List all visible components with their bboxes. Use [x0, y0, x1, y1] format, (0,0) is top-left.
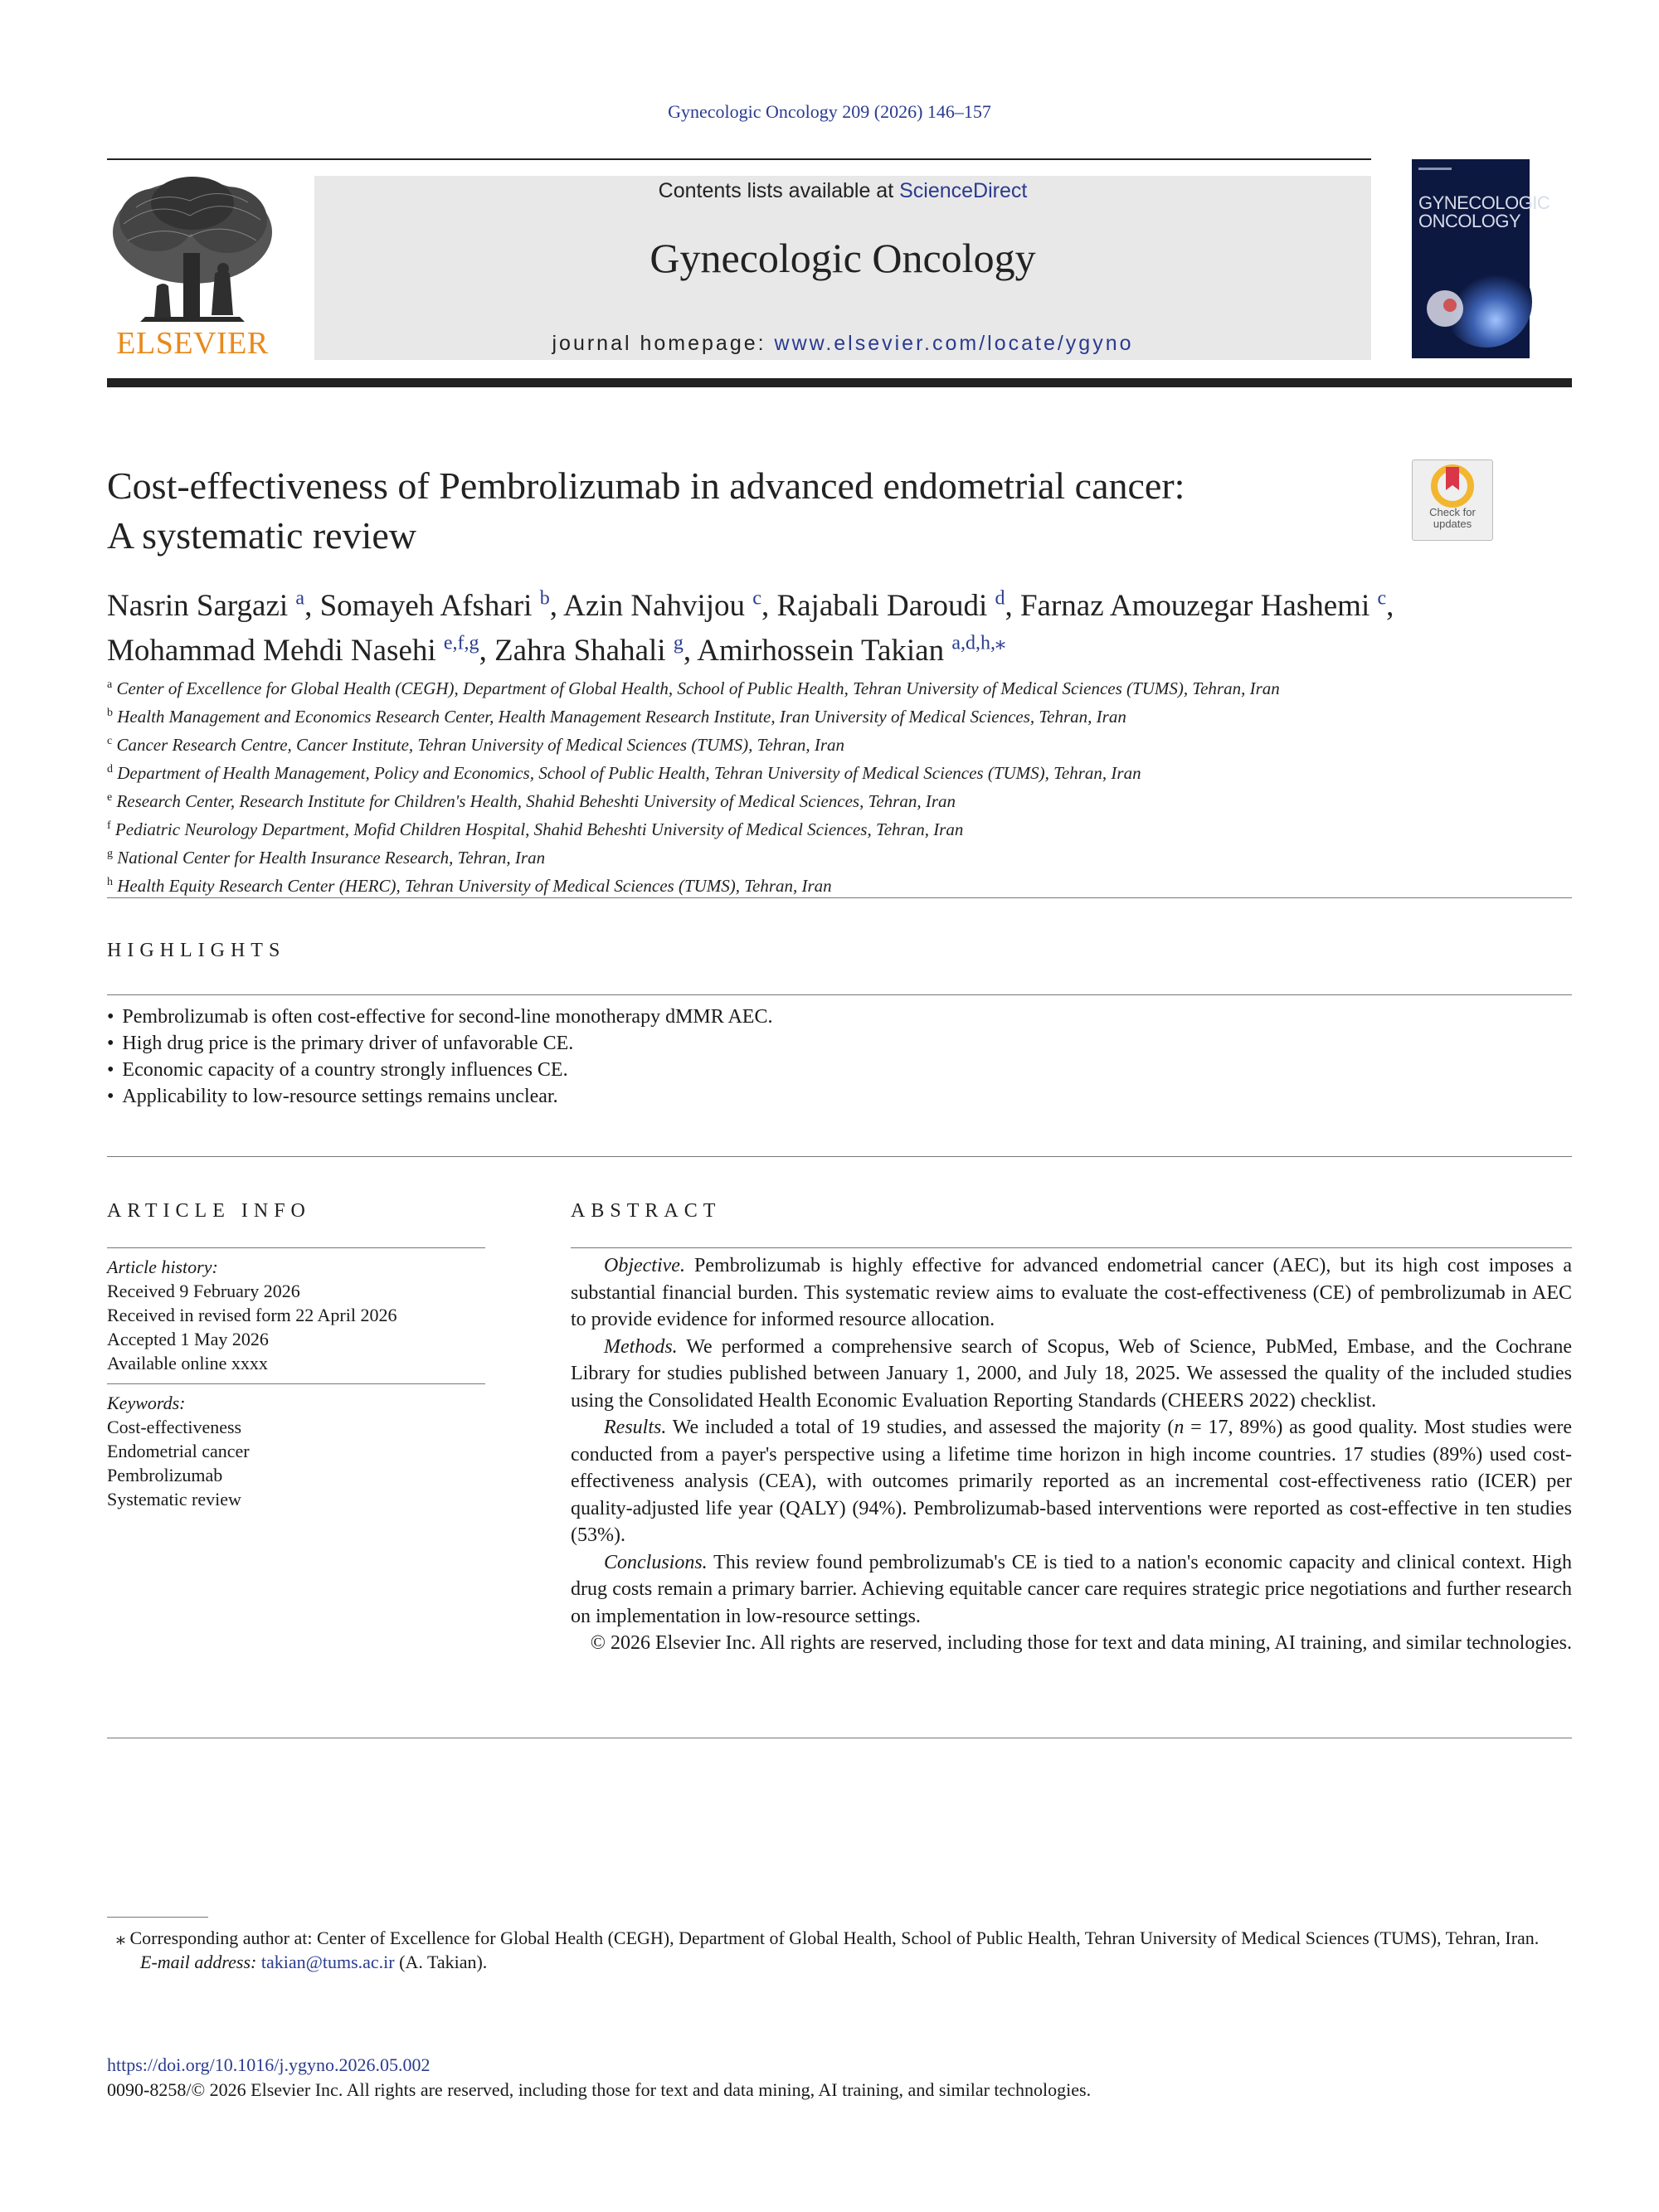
- author: Farnaz Amouzegar Hashemi $^c$,: [1019, 588, 1394, 624]
- homepage-line: [314, 332, 1371, 356]
- history-item: Received in revised form 22 April 2026: [107, 1305, 397, 1325]
- author: Somayeh Afshari $^b$,: [319, 588, 564, 624]
- authors-line-2: [107, 625, 1572, 668]
- journal-cover-image[interactable]: [1412, 159, 1550, 358]
- divider: [107, 994, 1572, 995]
- author-list: [107, 581, 1572, 669]
- highlight-item: • Pembrolizumab is often cost-effective for second-line monotherapy dMMR AEC.: [107, 1004, 1572, 1030]
- affiliation: $^b$ Health Management and Economics Research Center, Health Management Research Institute, Iran University of Medical Sciences, Tehran, Iran: [107, 707, 1126, 727]
- divider: [571, 1247, 1572, 1248]
- corresponding-author: ⁎ Corresponding author at: Center of Excellence for Global Health (CEGH), Department of Global Health, School of Public Health, Tehran University of Medical Sciences (TUMS), Tehran, Iran.: [116, 1928, 1540, 1948]
- highlight-item: • Economic capacity of a country strongly influences CE.: [107, 1057, 1572, 1083]
- affiliation: $^g$ National Center for Health Insurance Research, Tehran, Iran: [107, 848, 546, 868]
- authors-line-1: [107, 581, 1572, 625]
- publisher-wordmark: ELSEVIER: [116, 326, 269, 361]
- sciencedirect-link[interactable]: ScienceDirect: [899, 179, 1028, 202]
- affiliation: $^d$ Department of Health Management, Policy and Economics, School of Public Health, Tehran University of Medical Sciences (TUMS), Tehran, Iran: [107, 763, 1141, 783]
- doi-block: [107, 2053, 1572, 2103]
- article-title: Cost-effectiveness of Pembrolizumab in advanced endometrial cancer: A systematic review: [107, 464, 1185, 557]
- history-item: Received 9 February 2026: [107, 1281, 300, 1301]
- check-for-updates-button[interactable]: [1412, 459, 1493, 541]
- abstract-results: Results. We included a total of 19 studies, and assessed the majority (n = 17, 89%) as good quality. Most studies were conducted from a payer's perspective using a lifetime time horizon in high income countries. 17 studies (89%) used cost-effectiveness analysis (CEA), with outcomes primarily reported as an incremental cost-effectiveness ratio (ICER) per quality-adjusted life year (QALY) (94%). Pembrolizumab-based interventions were reported as cost-effective in ten studies (53%).: [571, 1417, 1572, 1546]
- author: Azin Nahvijou $^c$,: [563, 588, 777, 624]
- affiliation: $^f$ Pediatric Neurology Department, Mofid Children Hospital, Shahid Beheshti University of Medical Sciences, Tehran, Iran: [107, 819, 964, 839]
- issn-line: 0090-8258/© 2026 Elsevier Inc. All rights are reserved, including those for text and data mining, AI training, and similar technologies.: [107, 2079, 1092, 2100]
- divider: [107, 1383, 485, 1384]
- divider: [107, 897, 1572, 898]
- author: Nasrin Sargazi $^a$,: [107, 588, 320, 624]
- abstract-body: [571, 1252, 1572, 1657]
- affiliation: $^h$ Health Equity Research Center (HERC), Tehran University of Medical Sciences (TUMS), Tehran, Iran: [107, 876, 832, 896]
- history-item: Accepted 1 May 2026: [107, 1329, 269, 1349]
- history-item: Available online xxxx: [107, 1353, 268, 1373]
- journal-name: Gynecologic Oncology: [649, 235, 1036, 281]
- affiliation: $^c$ Cancer Research Centre, Cancer Institute, Tehran University of Medical Sciences (TUMS), Tehran, Iran: [107, 735, 845, 755]
- history-label: Article history:: [107, 1257, 218, 1277]
- running-head[interactable]: Gynecologic Oncology 209 (2026) 146–157: [668, 101, 991, 122]
- affiliations: [107, 673, 1572, 898]
- affiliation: $^e$ Research Center, Research Institute for Children's Health, Shahid Beheshti University of Medical Sciences, Tehran, Iran: [107, 791, 956, 811]
- contents-line: [314, 179, 1371, 203]
- corresponding-author-footnote: [107, 1926, 1572, 1974]
- highlight-item: • High drug price is the primary driver of unfavorable CE.: [107, 1030, 1572, 1057]
- keyword: Systematic review: [107, 1489, 241, 1510]
- masthead-rule: [107, 378, 1572, 387]
- author: Amirhossein Takian $^{a,d,h,⁎}$: [697, 632, 1006, 668]
- doi-link[interactable]: https://doi.org/10.1016/j.ygyno.2026.05.002: [107, 2054, 431, 2075]
- abstract-objective: Objective. Pembrolizumab is highly effective for advanced endometrial cancer (AEC), but its high cost imposes a substantial financial burden. This systematic review aims to evaluate the cost-effectiveness (CE) of pembrolizumab in AEC to provide evidence for informed resource allocation.: [571, 1255, 1572, 1330]
- footnote-rule: [107, 1917, 208, 1918]
- abstract-methods: Methods. We performed a comprehensive search of Scopus, Web of Science, PubMed, Embase, and the Cochrane Library for studies published between January 1, 2000, and July 18, 2025. We assessed the quality of the included studies using the Consolidated Health Economic Evaluation Reporting Standards (CHEERS 2022) checklist.: [571, 1335, 1572, 1412]
- journal-masthead: [314, 176, 1371, 360]
- contents-prefix: Contents lists available at: [658, 179, 900, 202]
- cover-title: GYNECOLOGIC ONCOLOGY: [1418, 192, 1550, 231]
- affiliation: $^a$ Center of Excellence for Global Health (CEGH), Department of Global Health, School of Public Health, Tehran University of Medical Sciences (TUMS), Tehran, Iran: [107, 678, 1280, 698]
- article-info: [107, 1255, 485, 1511]
- divider: [107, 1156, 1572, 1157]
- highlight-item: • Applicability to low-resource settings remains unclear.: [107, 1083, 1572, 1110]
- keyword: Pembrolizumab: [107, 1465, 223, 1485]
- email-line: E-mail address: takian@tums.ac.ir (A. Takian).: [140, 1952, 488, 1972]
- email-link[interactable]: takian@tums.ac.ir: [260, 1952, 395, 1972]
- abstract-copyright: © 2026 Elsevier Inc. All rights are reserved, including those for text and data mining, AI training, and similar technologies.: [590, 1632, 1572, 1654]
- highlights-heading: HIGHLIGHTS: [107, 940, 286, 961]
- check-updates-icon: [1413, 460, 1492, 507]
- cover-art-icon: [1412, 159, 1530, 358]
- keyword: Endometrial cancer: [107, 1441, 250, 1461]
- author: Mohammad Mehdi Nasehi $^{e,f,g}$,: [107, 632, 495, 668]
- highlights-list: [107, 1004, 1572, 1110]
- divider: [107, 1247, 485, 1248]
- check-updates-label: Check for updates: [1429, 506, 1476, 530]
- author: Rajabali Daroudi $^d$,: [776, 588, 1020, 624]
- keywords-label: Keywords:: [107, 1393, 186, 1413]
- keyword: Cost-effectiveness: [107, 1417, 242, 1437]
- header-rule: [107, 158, 1371, 160]
- homepage-link[interactable]: www.elsevier.com/locate/ygyno: [774, 332, 1134, 355]
- abstract-heading: ABSTRACT: [571, 1200, 722, 1222]
- abstract-conclusions: Conclusions. This review found pembrolizumab's CE is tied to a nation's economic capacity and clinical context. High drug costs remain a primary barrier. Achieving equitable cancer care requires strategic price negotiations and further research on implementation in low-resource settings.: [571, 1551, 1572, 1627]
- author: Zahra Shahali $^g$,: [494, 632, 698, 668]
- tree-icon: [107, 174, 278, 328]
- homepage-prefix: journal homepage:: [552, 332, 775, 355]
- elsevier-logo[interactable]: [107, 174, 278, 362]
- article-info-heading: ARTICLE INFO: [107, 1200, 311, 1222]
